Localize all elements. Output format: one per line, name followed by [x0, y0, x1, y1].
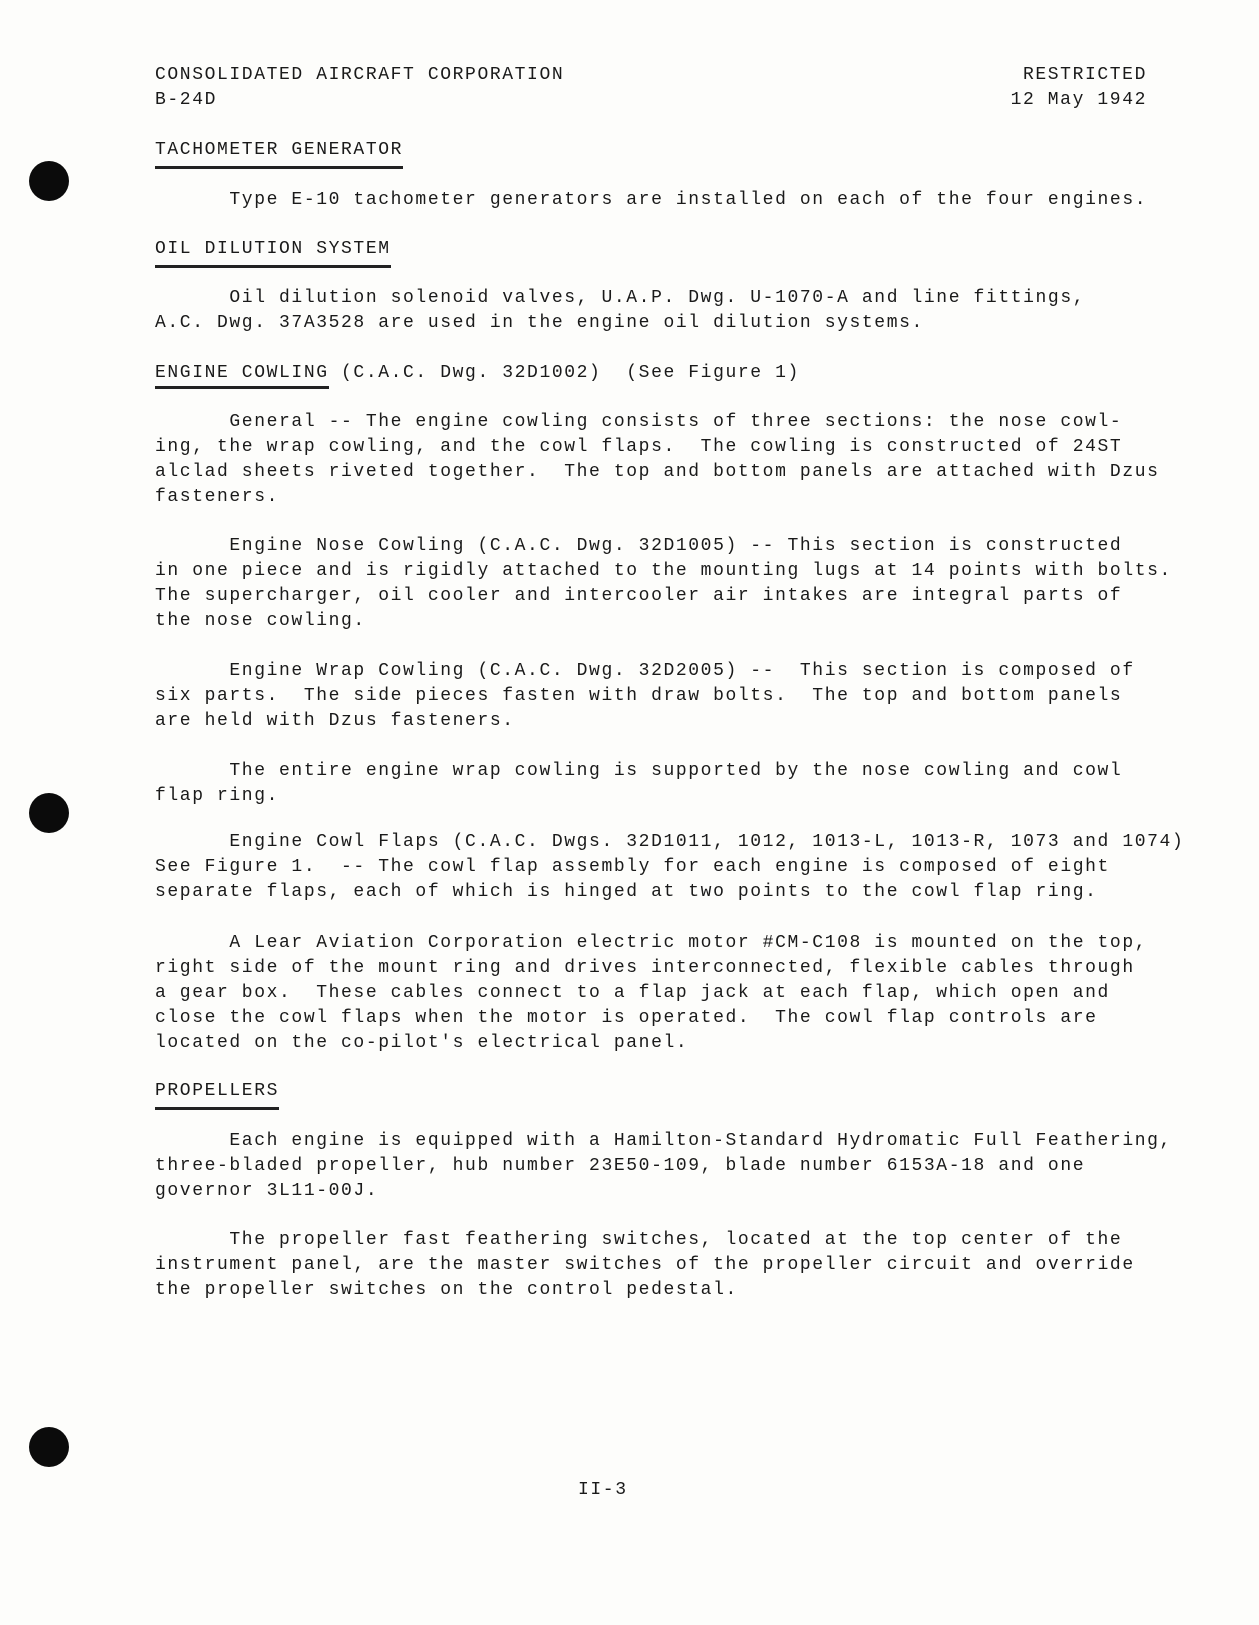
text-line: Engine Wrap Cowling (C.A.C. Dwg. 32D2005) -- This section is composed of	[155, 661, 1135, 681]
text-line: The propeller fast feathering switches, located at the top center of the	[155, 1230, 1123, 1250]
text-line: Each engine is equipped with a Hamilton-Standard Hydromatic Full Feathering,	[155, 1131, 1172, 1151]
header-right	[1011, 63, 1147, 113]
text-line: instrument panel, are the master switches of the propeller circuit and override	[155, 1255, 1135, 1275]
text-line: located on the co-pilot's electrical panel.	[155, 1033, 689, 1053]
paragraph-oil-dilution	[155, 286, 1085, 336]
text-line: three-bladed propeller, hub number 23E50-109, blade number 6153A-18 and one	[155, 1156, 1086, 1176]
heading-engine-cowling-row	[155, 361, 800, 386]
heading-oil-dilution: OIL DILUTION SYSTEM	[155, 237, 391, 268]
punch-hole	[29, 1427, 69, 1467]
company-name: CONSOLIDATED AIRCRAFT CORPORATION	[155, 65, 565, 85]
paragraph-general	[155, 410, 1160, 510]
paragraph-cowl-flaps	[155, 830, 1184, 905]
text-line: separate flaps, each of which is hinged at two points to the cowl flap ring.	[155, 882, 1098, 902]
aircraft-model: B-24D	[155, 90, 218, 110]
document-date: 12 May 1942	[1010, 90, 1147, 110]
text-line: fasteners.	[155, 487, 280, 507]
text-line: A Lear Aviation Corporation electric motor #CM-C108 is mounted on the top,	[155, 933, 1148, 953]
text-line: General -- The engine cowling consists of three sections: the nose cowl-	[155, 412, 1123, 432]
text-line: close the cowl flaps when the motor is operated. The cowl flap controls are	[155, 1008, 1098, 1028]
paragraph-wrap-support	[155, 759, 1122, 809]
header-left	[155, 63, 564, 113]
text-line: right side of the mount ring and drives interconnected, flexible cables through	[155, 958, 1135, 978]
paragraph-lear-motor	[155, 931, 1147, 1056]
page-number: II-3	[578, 1480, 628, 1500]
text-line: are held with Dzus fasteners.	[155, 711, 515, 731]
text-line: the nose cowling.	[155, 611, 366, 631]
text-line: Type E-10 tachometer generators are installed on each of the four engines.	[155, 190, 1148, 210]
classification: RESTRICTED	[1022, 65, 1147, 85]
paragraph-tachometer	[155, 188, 1147, 213]
text-line: Engine Cowl Flaps (C.A.C. Dwgs. 32D1011, 1012, 1013-L, 1013-R, 1073 and 1074)	[155, 832, 1185, 852]
text-line: governor 3L11-00J.	[155, 1181, 379, 1201]
text-line: the propeller switches on the control pedestal.	[155, 1280, 738, 1300]
text-line: Engine Nose Cowling (C.A.C. Dwg. 32D1005) -- This section is constructed	[155, 536, 1123, 556]
text-line: See Figure 1. -- The cowl flap assembly for each engine is composed of eight	[155, 857, 1110, 877]
paragraph-wrap-cowling	[155, 659, 1135, 734]
text-line: The supercharger, oil cooler and intercooler air intakes are integral parts of	[155, 586, 1123, 606]
heading-propellers: PROPELLERS	[155, 1079, 279, 1110]
punch-hole	[29, 161, 69, 201]
text-line: The entire engine wrap cowling is supported by the nose cowling and cowl	[155, 761, 1123, 781]
heading-reference: (C.A.C. Dwg. 32D1002) (See Figure 1)	[328, 363, 800, 383]
text-line: alclad sheets riveted together. The top and bottom panels are attached with Dzus	[155, 462, 1160, 482]
punch-hole	[29, 793, 69, 833]
heading-engine-cowling: ENGINE COWLING	[155, 363, 329, 389]
paragraph-feathering-switches	[155, 1228, 1135, 1303]
text-line: six parts. The side pieces fasten with draw bolts. The top and bottom panels	[155, 686, 1123, 706]
heading-tachometer: TACHOMETER GENERATOR	[155, 138, 403, 169]
text-line: A.C. Dwg. 37A3528 are used in the engine oil dilution systems.	[155, 313, 924, 333]
paragraph-nose-cowling	[155, 534, 1172, 634]
paragraph-propeller-spec	[155, 1129, 1172, 1204]
text-line: Oil dilution solenoid valves, U.A.P. Dwg. U-1070-A and line fittings,	[155, 288, 1086, 308]
text-line: a gear box. These cables connect to a flap jack at each flap, which open and	[155, 983, 1110, 1003]
text-line: flap ring.	[155, 786, 280, 806]
text-line: ing, the wrap cowling, and the cowl flaps. The cowling is constructed of 24ST	[155, 437, 1123, 457]
text-line: in one piece and is rigidly attached to the mounting lugs at 14 points with bolts.	[155, 561, 1172, 581]
